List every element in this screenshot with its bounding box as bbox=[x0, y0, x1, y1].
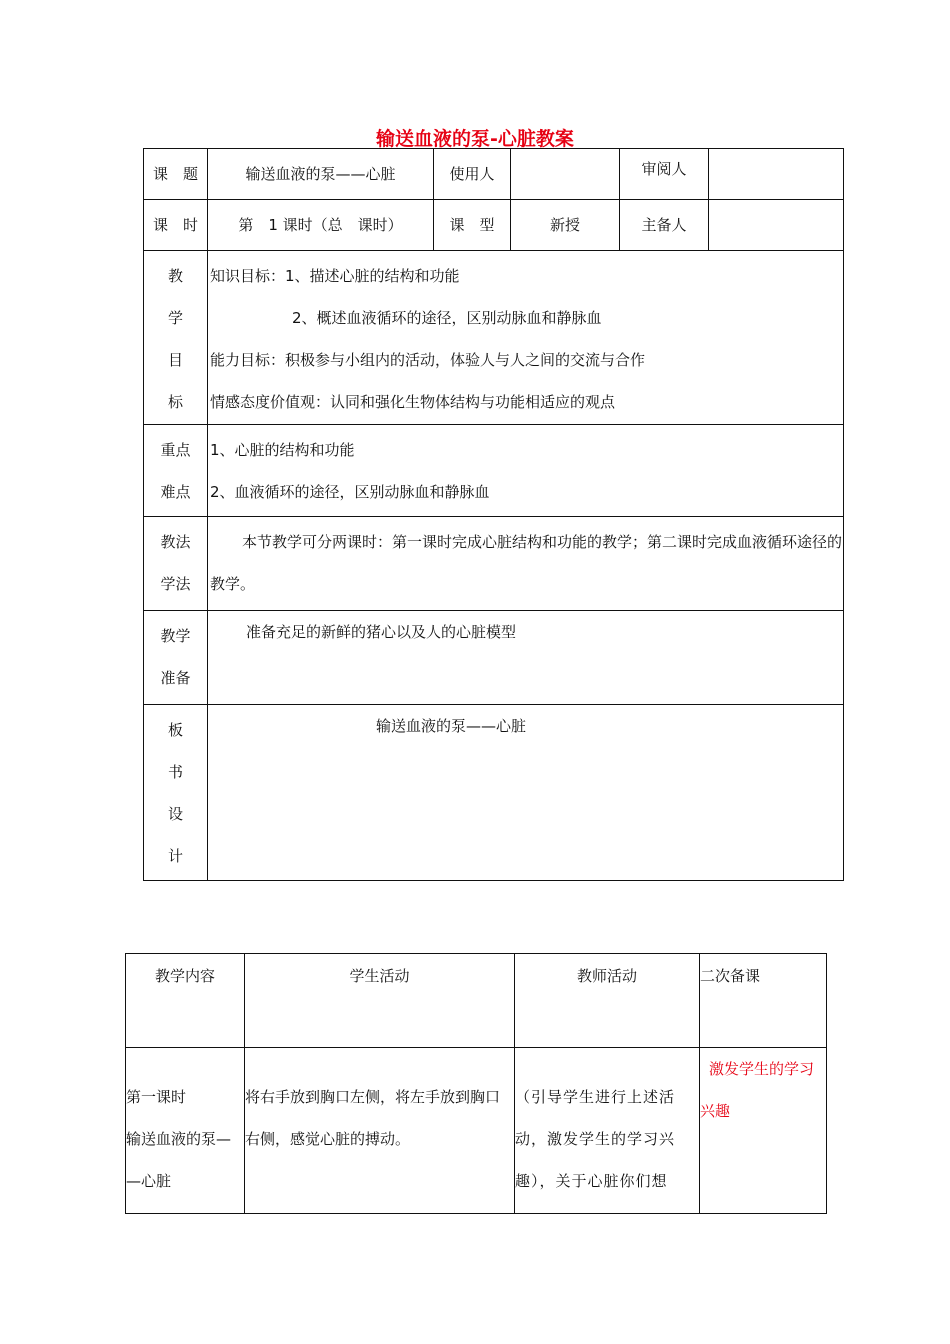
header-notes: 二次备课 bbox=[700, 954, 827, 1048]
prep-label: 教学 准备 bbox=[144, 611, 208, 705]
key-line-1: 1、心脏的结构和功能 bbox=[210, 441, 355, 459]
label-reviewer: 审阅人 bbox=[620, 149, 709, 200]
lesson-info-table bbox=[143, 148, 844, 881]
value-type: 新授 bbox=[511, 200, 620, 251]
goal-line-knowledge-1: 知识目标：1、描述心脏的结构和功能 bbox=[210, 267, 460, 285]
goal-line-ability: 能力目标：积极参与小组内的活动，体验人与人之间的交流与合作 bbox=[210, 351, 646, 369]
value-reviewer bbox=[709, 149, 844, 200]
key-content bbox=[208, 425, 844, 517]
header-student: 学生活动 bbox=[245, 954, 515, 1048]
document-title: 输送血液的泵-心脏教案 bbox=[376, 128, 574, 150]
label-author: 主备人 bbox=[620, 200, 709, 251]
goals-content bbox=[208, 251, 844, 425]
goal-line-knowledge-2: 2、概述血液循环的途径，区别动脉血和静脉血 bbox=[292, 309, 602, 327]
goals-label: 教 学 目 标 bbox=[144, 251, 208, 425]
label-type: 课 型 bbox=[434, 200, 511, 251]
key-label: 重点 难点 bbox=[144, 425, 208, 517]
header-teacher: 教师活动 bbox=[515, 954, 700, 1048]
label-topic: 课 题 bbox=[144, 149, 208, 200]
row-student-activity: 将右手放到胸口左侧，将左手放到胸口右侧，感觉心脏的搏动。 bbox=[245, 1048, 515, 1214]
goal-line-attitude: 情感态度价值观：认同和强化生物体结构与功能相适应的观点 bbox=[210, 393, 616, 411]
value-user bbox=[511, 149, 620, 200]
label-period: 课 时 bbox=[144, 200, 208, 251]
header-content: 教学内容 bbox=[126, 954, 245, 1048]
board-content: 输送血液的泵——心脏 bbox=[208, 705, 844, 881]
row-notes: 激发学生的学习兴趣 bbox=[700, 1048, 827, 1214]
value-author bbox=[709, 200, 844, 251]
board-label: 板 书 设 计 bbox=[144, 705, 208, 881]
value-period: 第 1 课时（总 课时） bbox=[208, 200, 434, 251]
method-label: 教法 学法 bbox=[144, 517, 208, 611]
prep-content: 准备充足的新鲜的猪心以及人的心脏模型 bbox=[208, 611, 844, 705]
row-teacher-activity: （引导学生进行上述活动，激发学生的学习兴趣），关于心脏你们想 bbox=[515, 1048, 700, 1214]
row-content: 第一课时 输送血液的泵— —心脏 bbox=[126, 1048, 245, 1214]
activity-table bbox=[125, 953, 827, 1214]
label-user: 使用人 bbox=[434, 149, 511, 200]
method-content: 本节教学可分两课时：第一课时完成心脏结构和功能的教学；第二课时完成血液循环途径的教学。 bbox=[208, 517, 844, 611]
key-line-2: 2、血液循环的途径，区别动脉血和静脉血 bbox=[210, 483, 490, 501]
value-topic: 输送血液的泵——心脏 bbox=[208, 149, 434, 200]
